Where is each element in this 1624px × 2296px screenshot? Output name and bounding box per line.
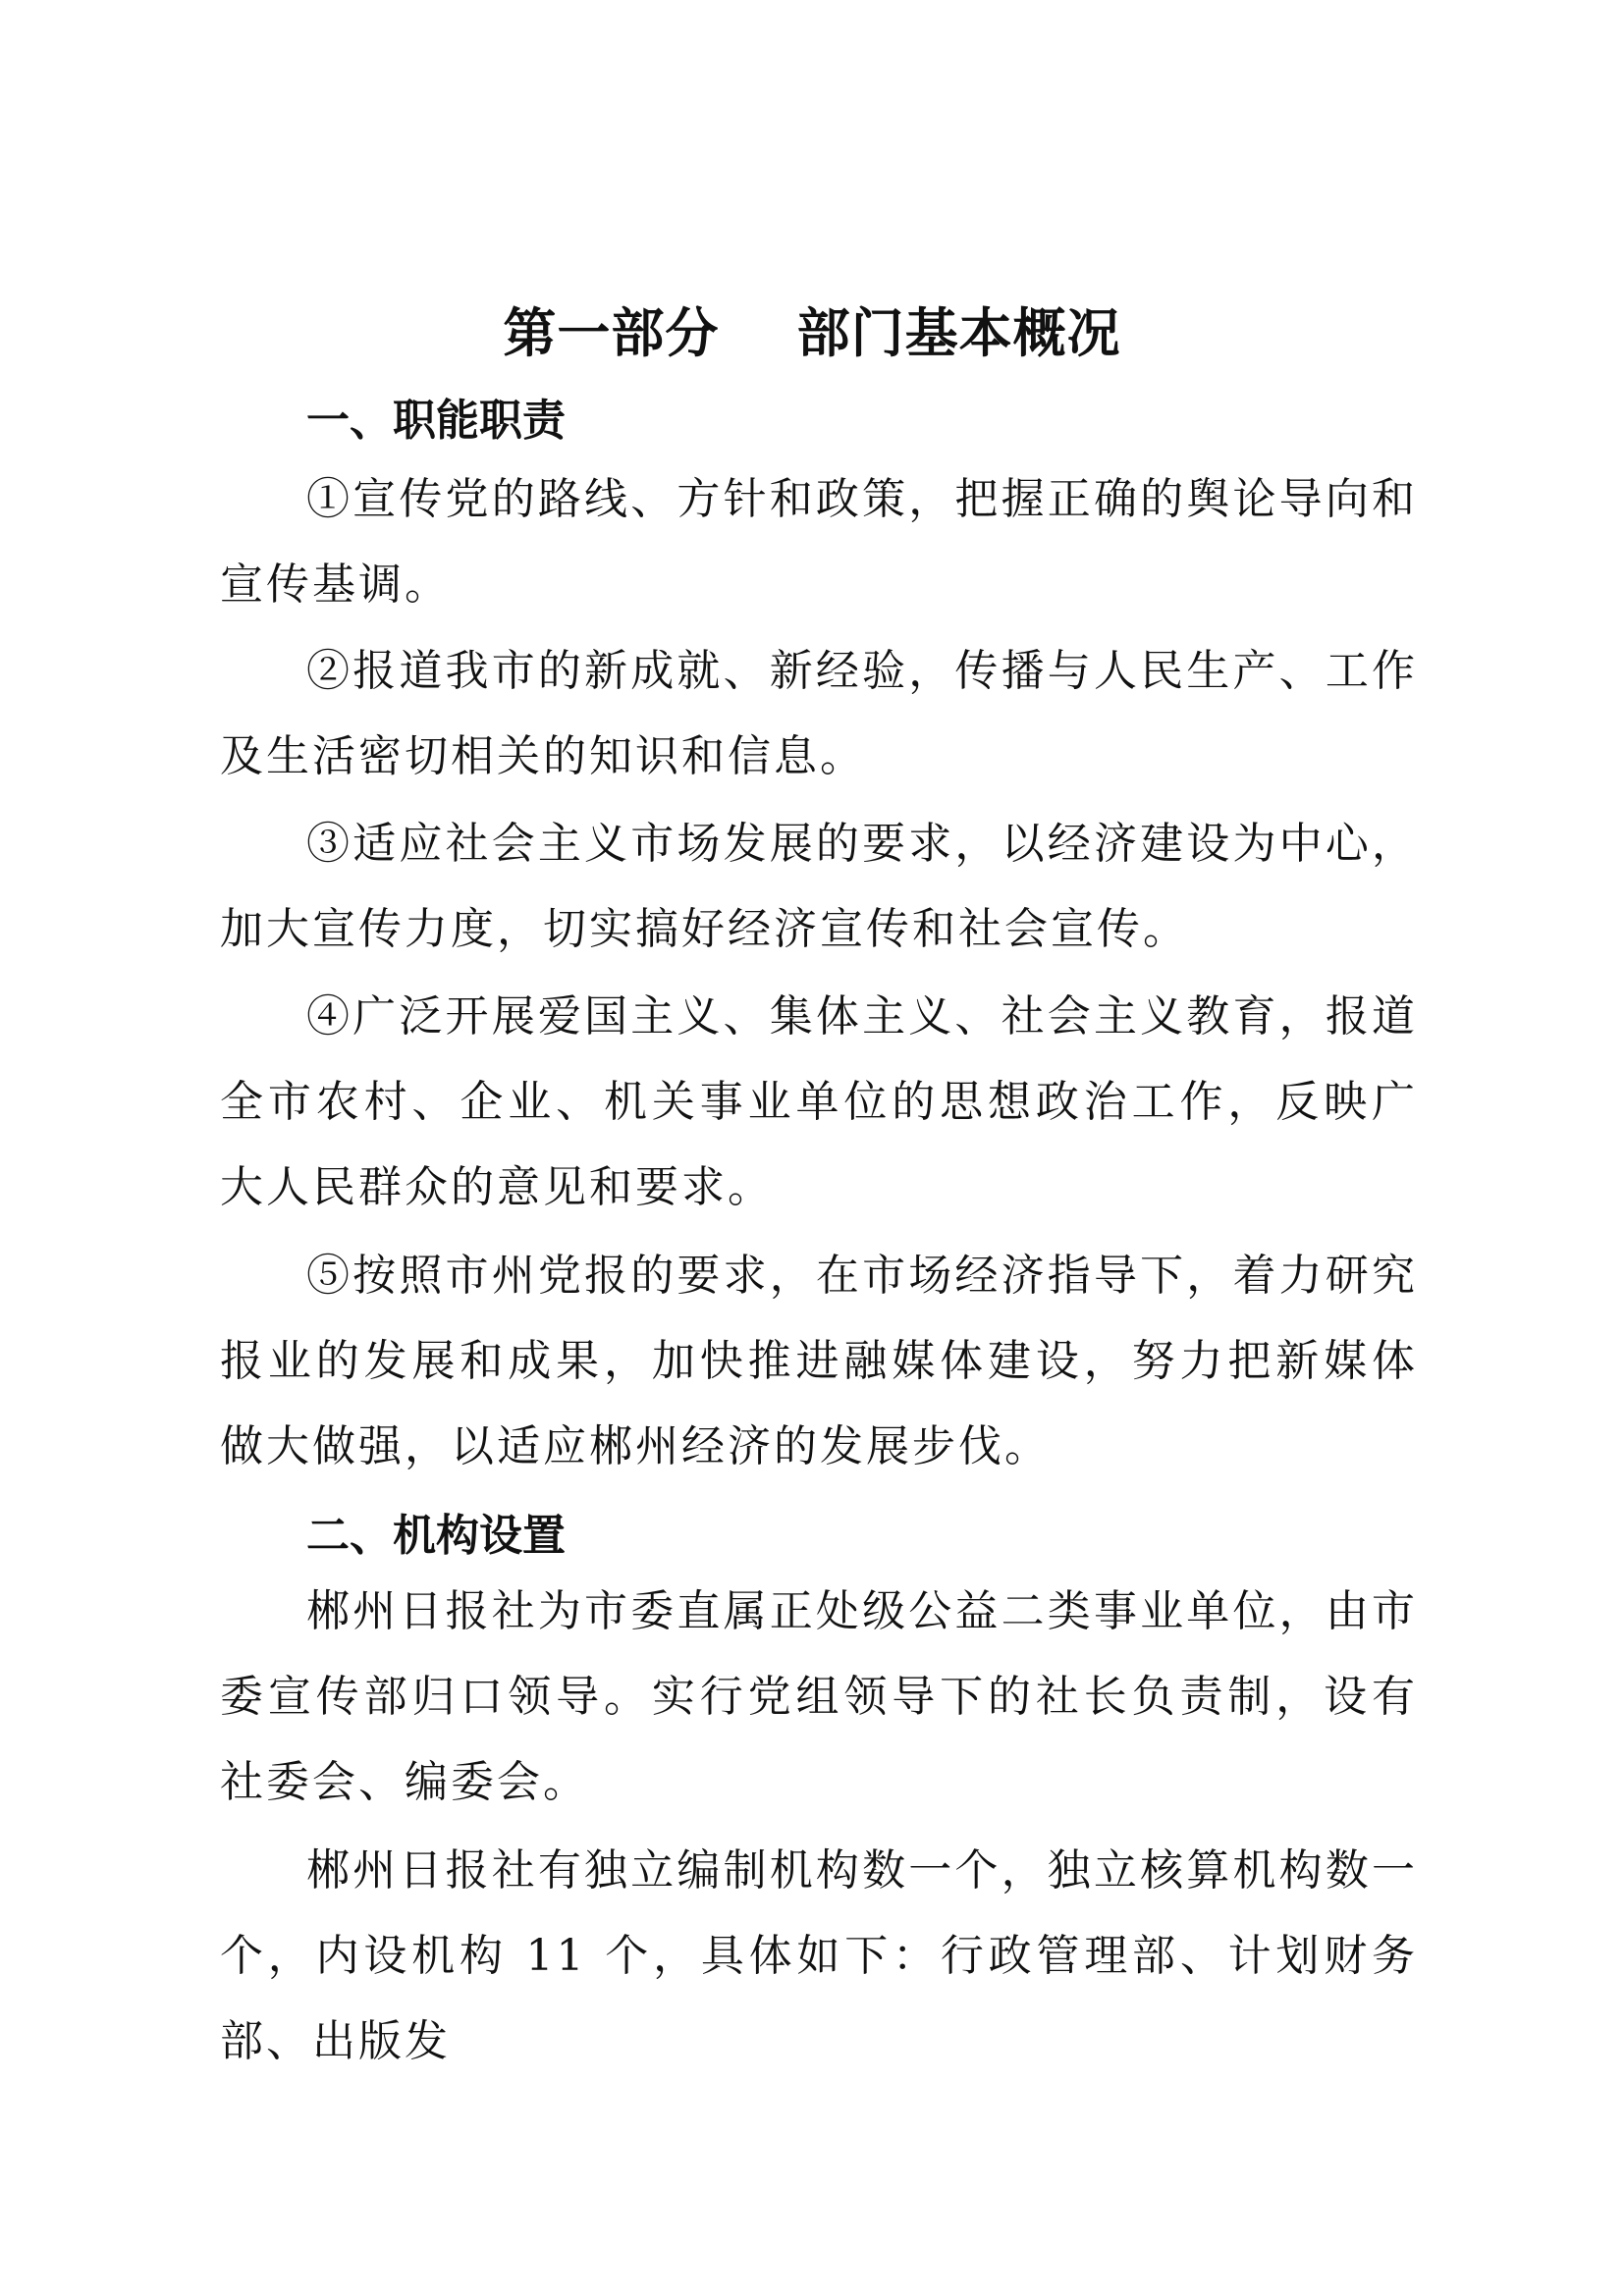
duty-item-3: ③适应社会主义市场发展的要求，以经济建设为中心，加大宣传力度，切实搞好经济宣传和社会宣传。 xyxy=(220,819,1418,954)
page-title: 第一部分 部门基本概况 xyxy=(503,302,1121,364)
duty-item-4: ④广泛开展爱国主义、集体主义、社会主义教育，报道全市农村、企业、机关事业单位的思想政治工作，反映广大人民群众的意见和要求。 xyxy=(220,991,1418,1212)
organization-paragraph-1: 郴州日报社为市委直属正处级公益二类事业单位，由市委宣传部归口领导。实行党组领导下的社长负责制，设有社委会、编委会。 xyxy=(220,1586,1418,1807)
organization-paragraph-2: 郴州日报社有独立编制机构数一个，独立核算机构数一个，内设机构 11 个，具体如下：行政管理部、计划财务部、出版发 xyxy=(220,1845,1418,2066)
duty-item-5: ⑤按照市州党报的要求，在市场经济指导下，着力研究报业的发展和成果，加快推进融媒体建设，努力把新媒体做大做强，以适应郴州经济的发展步伐。 xyxy=(220,1251,1418,1471)
duty-item-1: ①宣传党的路线、方针和政策，把握正确的舆论导向和宣传基调。 xyxy=(220,474,1418,610)
duty-item-2: ②报道我市的新成就、新经验，传播与人民生产、工作及生活密切相关的知识和信息。 xyxy=(220,646,1418,781)
section-heading-functions: 一、职能职责 xyxy=(306,396,566,446)
section-heading-organization: 二、机构设置 xyxy=(306,1511,566,1561)
